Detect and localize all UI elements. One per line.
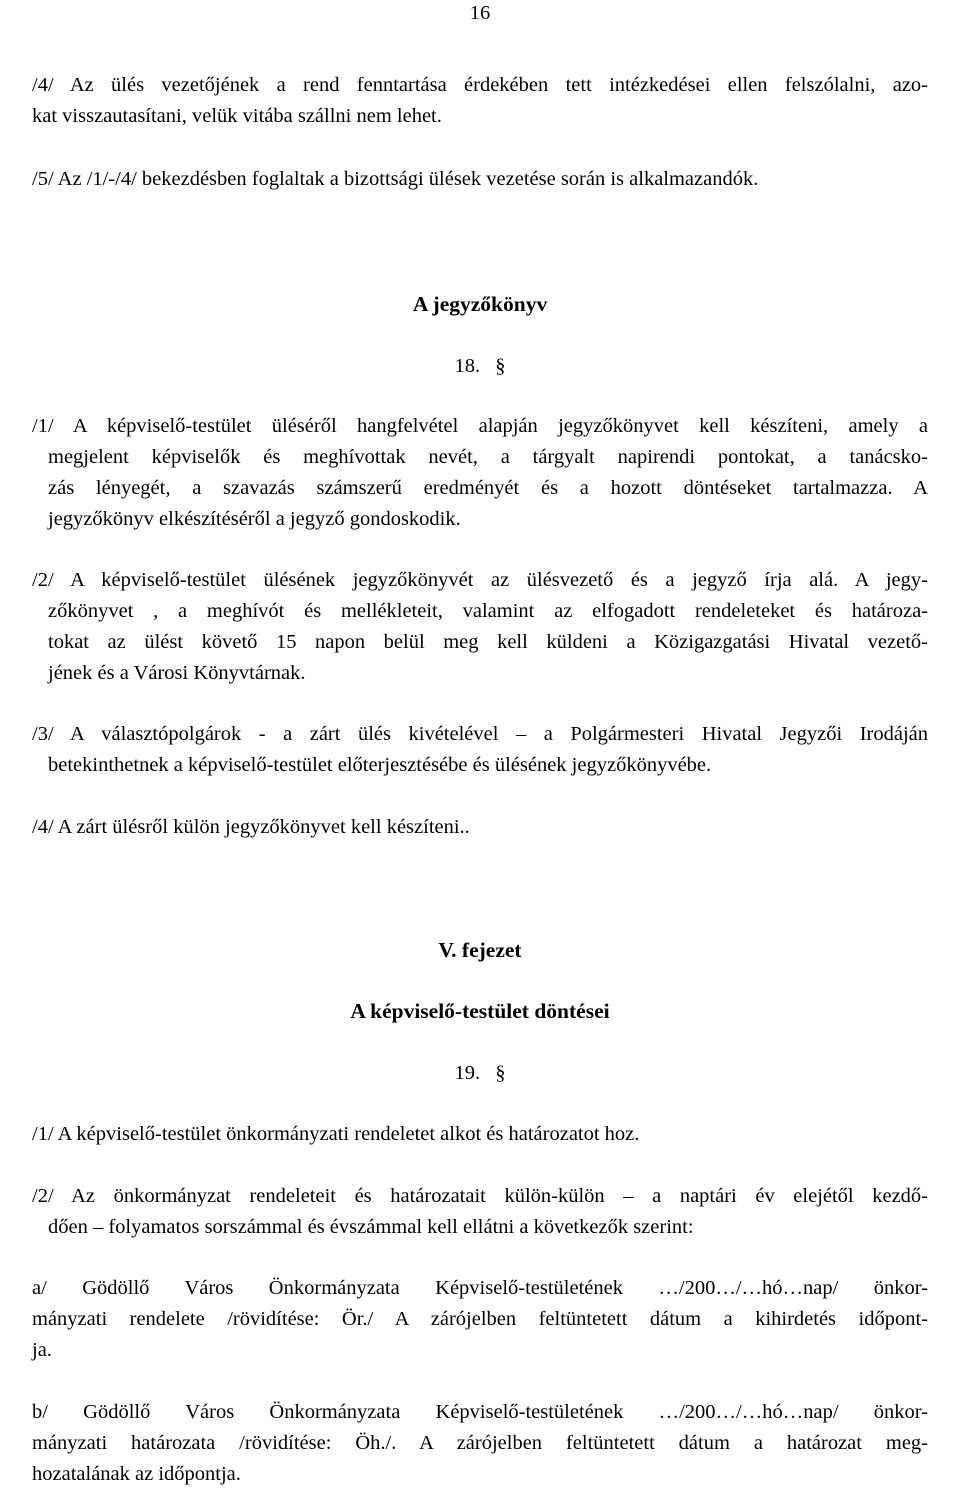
text-line: b/ Gödöllő Város Önkormányzata Képviselő-testületének …/200…/…hó…nap/ önkor- — [32, 1401, 928, 1423]
section-mark-icon: § — [495, 355, 506, 377]
sec17-paragraph-5: /5/ Az /1/-/4/ bekezdésben foglaltak a bizottsági ülések vezetése során is alkalmazandók. — [32, 168, 759, 190]
text-line: /4/ Az ülés vezetőjének a rend fenntartása érdekében tett intézkedései ellen felszólalni, azo- — [32, 74, 928, 96]
text-line: /2/ Az önkormányzat rendeleteit és határozatait külön-külön – a naptári év elejétől kezdő- — [32, 1185, 928, 1207]
text-line: jének és a Városi Könyvtárnak. — [48, 662, 306, 684]
chapter-number: V. fejezet — [438, 938, 522, 962]
text-line: /3/ A választópolgárok - a zárt ülés kivételével – a Polgármesteri Hivatal Jegyzői Irodáján — [32, 723, 928, 745]
text-line: mányzati rendelete /rövidítése: Ör./ A zárójelben feltüntetett dátum a kihirdetés időpont- — [32, 1308, 928, 1330]
text-line: megjelent képviselők és meghívottak nevét, a tárgyalt napirendi pontokat, a tanácsko- — [48, 446, 928, 468]
text-line: dően – folyamatos sorszámmal és évszámmal kell ellátni a következők szerint: — [48, 1216, 694, 1238]
section-number: 19. — [454, 1062, 481, 1084]
text-line: /1/ A képviselő-testület üléséről hangfelvétel alapján jegyzőkönyvet kell készíteni, amely a — [32, 415, 928, 437]
section-mark-icon: § — [495, 1062, 506, 1084]
page-number: 16 — [469, 2, 491, 24]
text-line: hozatalának az időpontja. — [32, 1463, 241, 1485]
section-heading: A jegyzőkönyv — [412, 292, 548, 316]
text-line: ja. — [32, 1339, 52, 1361]
chapter-title: A képviselő-testület döntései — [350, 999, 610, 1023]
text-line: zás lényegét, a szavazás számszerű eredményét és a hozott döntéseket tartalmazza. A — [48, 477, 928, 499]
section-number: 18. — [454, 355, 481, 377]
section-number-19 — [0, 1058, 960, 1089]
text-line: a/ Gödöllő Város Önkormányzata Képviselő-testületének …/200…/…hó…nap/ önkor- — [32, 1277, 928, 1299]
sec19-paragraph-1: /1/ A képviselő-testület önkormányzati rendeletet alkot és határozatot hoz. — [32, 1123, 640, 1145]
section-number-18 — [0, 351, 960, 382]
text-line: jegyzőkönyv elkészítéséről a jegyző gondoskodik. — [48, 508, 461, 530]
text-line: tokat az ülést követő 15 napon belül meg kell küldeni a Közigazgatási Hivatal vezető- — [48, 631, 928, 653]
text-line: zőkönyvet , a meghívót és mellékleteit, valamint az elfogadott rendeleteket és határoza- — [48, 600, 928, 622]
sec18-paragraph-4: /4/ A zárt ülésről külön jegyzőkönyvet kell készíteni.. — [32, 816, 470, 838]
text-line: mányzati határozata /rövidítése: Öh./. A zárójelben feltüntetett dátum a határozat meg- — [32, 1432, 928, 1454]
text-line: betekinthetnek a képviselő-testület előterjesztésébe és ülésének jegyzőkönyvébe. — [48, 754, 712, 776]
text-line: kat visszautasítani, velük vitába szállni nem lehet. — [32, 105, 442, 127]
text-line: /2/ A képviselő-testület ülésének jegyzőkönyvét az ülésvezető és a jegyző írja alá. A jegy- — [32, 569, 928, 591]
